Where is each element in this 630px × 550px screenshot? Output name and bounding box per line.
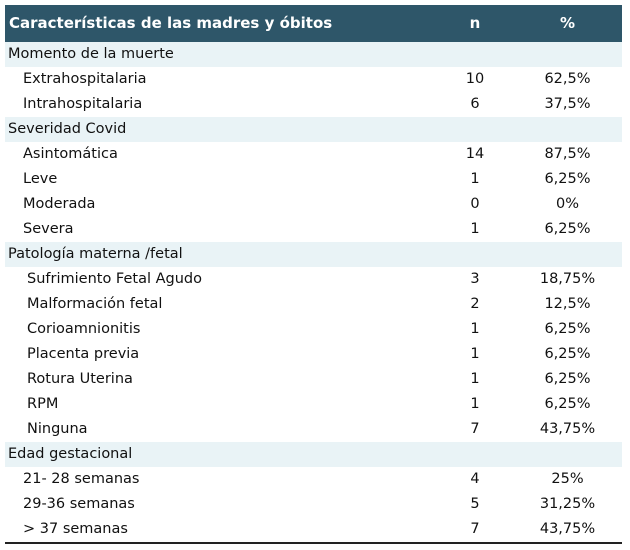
row-label: Asintomática bbox=[23, 146, 118, 162]
row-label: Malformación fetal bbox=[27, 296, 163, 312]
row-label: 21- 28 semanas bbox=[23, 471, 140, 487]
table-row bbox=[5, 192, 622, 217]
section-title: Severidad Covid bbox=[8, 121, 127, 137]
row-n: 1 bbox=[470, 396, 480, 412]
table-row bbox=[5, 467, 622, 492]
section-title: Edad gestacional bbox=[8, 446, 133, 462]
row-label: Ninguna bbox=[27, 421, 88, 437]
row-pct: 37,5% bbox=[544, 96, 591, 112]
row-pct: 12,5% bbox=[544, 296, 591, 312]
row-pct: 0% bbox=[555, 196, 579, 212]
row-label: Extrahospitalaria bbox=[23, 71, 147, 87]
table-row bbox=[5, 492, 622, 517]
row-pct: 62,5% bbox=[544, 71, 591, 87]
row-n: 1 bbox=[470, 171, 480, 187]
row-label: Rotura Uterina bbox=[27, 371, 133, 387]
header-label: Características de las madres y óbitos bbox=[9, 14, 333, 32]
row-pct: 6,25% bbox=[544, 396, 591, 412]
row-pct: 6,25% bbox=[544, 321, 591, 337]
section-patologia bbox=[5, 242, 622, 267]
table-row bbox=[5, 342, 622, 367]
row-pct: 6,25% bbox=[544, 371, 591, 387]
row-n: 7 bbox=[470, 421, 480, 437]
row-label: RPM bbox=[27, 396, 59, 412]
section-momento-muerte bbox=[5, 42, 622, 67]
row-n: 1 bbox=[470, 371, 480, 387]
row-label: 29-36 semanas bbox=[23, 496, 135, 512]
row-label: Sufrimiento Fetal Agudo bbox=[27, 271, 202, 287]
table-row bbox=[5, 392, 622, 417]
row-label: > 37 semanas bbox=[23, 521, 128, 537]
row-pct: 31,25% bbox=[539, 496, 596, 512]
row-n: 4 bbox=[470, 471, 480, 487]
row-label: Leve bbox=[23, 171, 58, 187]
table-row bbox=[5, 142, 622, 167]
row-pct: 18,75% bbox=[539, 271, 596, 287]
row-label: Intrahospitalaria bbox=[23, 96, 143, 112]
row-label: Placenta previa bbox=[27, 346, 140, 362]
row-n: 0 bbox=[470, 196, 480, 212]
characteristics-table bbox=[5, 5, 622, 544]
row-pct: 87,5% bbox=[544, 146, 591, 162]
section-title: Momento de la muerte bbox=[8, 46, 174, 62]
row-n: 1 bbox=[470, 221, 480, 237]
row-n: 1 bbox=[470, 321, 480, 337]
header-n: n bbox=[469, 14, 481, 32]
row-n: 14 bbox=[465, 146, 485, 162]
row-pct: 6,25% bbox=[544, 171, 591, 187]
row-n: 1 bbox=[470, 346, 480, 362]
section-severidad-covid bbox=[5, 117, 622, 142]
row-pct: 43,75% bbox=[539, 521, 596, 537]
header-pct: % bbox=[559, 14, 576, 32]
section-edad-gestacional bbox=[5, 442, 622, 467]
table-row bbox=[5, 517, 622, 542]
row-label: Moderada bbox=[23, 196, 96, 212]
table-row bbox=[5, 292, 622, 317]
table-header bbox=[5, 5, 622, 42]
row-pct: 6,25% bbox=[544, 221, 591, 237]
table-row bbox=[5, 317, 622, 342]
table-row bbox=[5, 417, 622, 442]
table-row bbox=[5, 167, 622, 192]
row-n: 3 bbox=[470, 271, 480, 287]
row-pct: 25% bbox=[551, 471, 584, 487]
row-n: 7 bbox=[470, 521, 480, 537]
table-row bbox=[5, 367, 622, 392]
row-n: 6 bbox=[470, 96, 480, 112]
table-row bbox=[5, 92, 622, 117]
table-row bbox=[5, 267, 622, 292]
row-n: 5 bbox=[470, 496, 480, 512]
row-n: 2 bbox=[470, 296, 480, 312]
table-row bbox=[5, 67, 622, 92]
row-pct: 6,25% bbox=[544, 346, 591, 362]
table-bottom-rule bbox=[5, 542, 622, 544]
table-row bbox=[5, 217, 622, 242]
row-pct: 43,75% bbox=[539, 421, 596, 437]
row-label: Severa bbox=[23, 221, 74, 237]
row-n: 10 bbox=[465, 71, 485, 87]
section-title: Patología materna /fetal bbox=[8, 246, 183, 262]
row-label: Corioamnionitis bbox=[27, 321, 141, 337]
